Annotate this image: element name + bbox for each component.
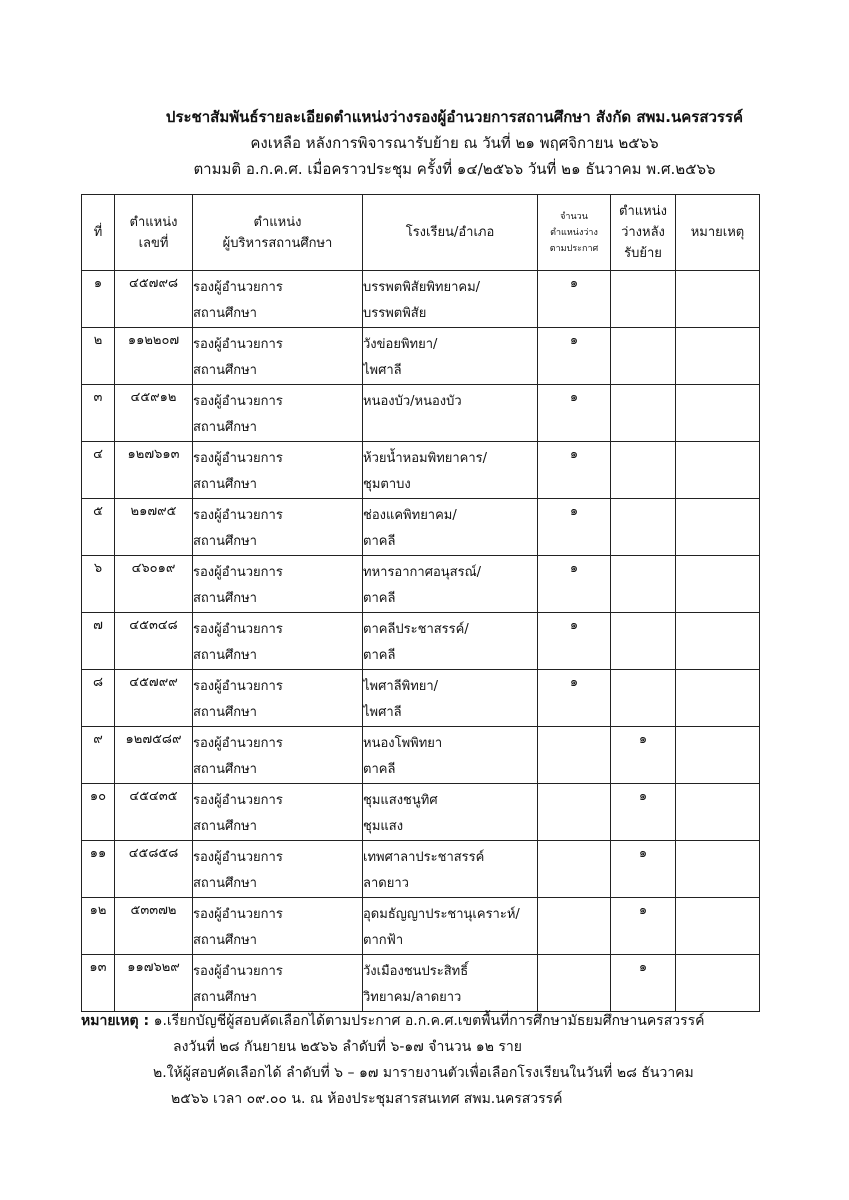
cell-position-title	[193, 499, 363, 556]
document-subtitle-1: คงเหลือ หลังการพิจารณารับย้าย ณ วันที่ ๒๑ พฤศจิกายน ๒๕๖๖	[250, 134, 659, 152]
cell-position-title-text: สถานศึกษา	[193, 534, 257, 549]
cell-school	[363, 784, 538, 841]
cell-position-title	[193, 271, 363, 328]
cell-position-code-text: ๑๒๗๕๘๙	[125, 732, 182, 747]
cell-position-code	[115, 841, 193, 898]
cell-position-title-text: รองผู้อำนวยการ	[193, 451, 283, 466]
cell-position-code-text: ๑๒๗๖๑๓	[127, 447, 180, 462]
cell-position-code	[115, 271, 193, 328]
cell-vacancy-count	[538, 955, 611, 1012]
cell-position-title-text: รองผู้อำนวยการ	[193, 850, 283, 865]
cell-no-text: ๓	[93, 390, 103, 405]
cell-vacant-after	[611, 784, 676, 841]
vacancy-table	[81, 194, 760, 1012]
cell-school	[363, 898, 538, 955]
cell-no	[82, 385, 115, 442]
notes-label: หมายเหตุ :	[81, 1013, 150, 1029]
cell-school-text: ตากฟ้า	[363, 933, 404, 948]
cell-position-title-text: รองผู้อำนวยการ	[193, 964, 283, 979]
cell-vacancy-count-text: ๑	[569, 390, 579, 405]
cell-position-title-text: สถานศึกษา	[193, 306, 257, 321]
cell-no-text: ๗	[93, 618, 103, 633]
cell-vacancy-count-text: ๑	[569, 447, 579, 462]
cell-no	[82, 556, 115, 613]
cell-no	[82, 784, 115, 841]
table-row	[82, 727, 760, 784]
cell-vacancy-count-text: ๑	[569, 333, 579, 348]
header-no: ที่	[82, 195, 115, 271]
cell-position-code	[115, 499, 193, 556]
cell-school-text: ตาคลี	[363, 762, 396, 777]
cell-position-title-text: สถานศึกษา	[193, 819, 257, 834]
header-position-title: ตำแหน่ง ผู้บริหารสถานศึกษา	[193, 195, 363, 271]
cell-position-code	[115, 955, 193, 1012]
cell-position-title	[193, 613, 363, 670]
cell-school-text: ลาดยาว	[363, 876, 409, 891]
cell-position-code-text: ๔๕๔๓๕	[129, 789, 178, 804]
cell-position-code	[115, 385, 193, 442]
cell-no	[82, 328, 115, 385]
cell-position-code	[115, 784, 193, 841]
cell-no-text: ๒	[93, 333, 103, 348]
cell-school-text: หนองบัว/หนองบัว	[363, 394, 462, 409]
cell-school	[363, 442, 538, 499]
cell-position-code	[115, 556, 193, 613]
header-position-code: ตำแหน่ง เลขที่	[115, 195, 193, 271]
cell-school-text: ทหารอากาศอนุสรณ์/	[363, 565, 482, 580]
cell-vacant-after	[611, 385, 676, 442]
note-1-line-2: ลงวันที่ ๒๘ กันยายน ๒๕๖๖ ลำดับที่ ๖-๑๗ จำนวน ๑๒ ราย	[173, 1039, 522, 1055]
table-row	[82, 955, 760, 1012]
cell-no-text: ๑๓	[89, 960, 107, 975]
note-1-line-1	[81, 1008, 705, 1034]
cell-school-text: บรรพตพิสัย	[363, 306, 427, 321]
cell-no	[82, 442, 115, 499]
cell-no-text: ๙	[93, 732, 103, 747]
cell-no	[82, 727, 115, 784]
cell-school	[363, 727, 538, 784]
cell-school-text: ช่องแคพิทยาคม/	[363, 508, 457, 523]
cell-position-title-text: สถานศึกษา	[193, 705, 257, 720]
cell-position-code	[115, 328, 193, 385]
table-row	[82, 670, 760, 727]
cell-position-title	[193, 385, 363, 442]
header-school: โรงเรียน/อำเภอ	[363, 195, 538, 271]
cell-position-code-text: ๒๑๗๙๕	[130, 504, 177, 519]
cell-position-title-text: รองผู้อำนวยการ	[193, 622, 283, 637]
cell-position-title-text: รองผู้อำนวยการ	[193, 337, 283, 352]
cell-vacant-after	[611, 955, 676, 1012]
note-1-text: ๑.เรียกบัญชีผู้สอบคัดเลือกได้ตามประกาศ อ.ก.ค.ศ.เขตพื้นที่การศึกษามัธยมศึกษานครสวรรค์	[153, 1013, 705, 1029]
cell-position-code	[115, 442, 193, 499]
cell-position-code-text: ๔๕๓๔๘	[129, 618, 178, 633]
note-2-line-1: ๒.ให้ผู้สอบคัดเลือกได้ ลำดับที่ ๖ – ๑๗ มารายงานตัวเพื่อเลือกโรงเรียนในวันที่ ๒๘ ธันวาคม	[153, 1065, 694, 1081]
cell-position-code-text: ๔๕๘๕๘	[128, 846, 179, 861]
cell-position-title-text: รองผู้อำนวยการ	[193, 508, 283, 523]
cell-vacancy-count-text: ๑	[569, 504, 579, 519]
cell-school-text: ชุมแสงชนูทิศ	[363, 793, 438, 808]
cell-school	[363, 385, 538, 442]
cell-school-text: ไพศาลี	[363, 363, 402, 378]
cell-position-title-text: รองผู้อำนวยการ	[193, 736, 283, 751]
cell-no-text: ๑๑	[89, 846, 107, 861]
cell-remark	[676, 784, 760, 841]
cell-vacancy-count	[538, 385, 611, 442]
cell-position-title	[193, 670, 363, 727]
cell-school-text: วังข่อยพิทยา/	[363, 337, 438, 352]
header-remark: หมายเหตุ	[676, 195, 760, 271]
cell-school	[363, 271, 538, 328]
cell-remark	[676, 556, 760, 613]
cell-position-title	[193, 556, 363, 613]
cell-no	[82, 499, 115, 556]
cell-remark	[676, 613, 760, 670]
table-row	[82, 328, 760, 385]
cell-position-title-text: รองผู้อำนวยการ	[193, 565, 283, 580]
cell-vacancy-count	[538, 613, 611, 670]
table-row	[82, 784, 760, 841]
cell-vacancy-count	[538, 442, 611, 499]
cell-school-text: ตาคลี	[363, 591, 396, 606]
cell-position-code	[115, 670, 193, 727]
cell-position-title-text: สถานศึกษา	[193, 648, 257, 663]
cell-position-title-text: รองผู้อำนวยการ	[193, 394, 283, 409]
cell-position-code-text: ๔๖๐๑๙	[131, 561, 176, 576]
cell-vacancy-count	[538, 271, 611, 328]
cell-no-text: ๑๐	[89, 789, 107, 804]
cell-remark	[676, 670, 760, 727]
cell-vacancy-count-text: ๑	[569, 675, 579, 690]
cell-no	[82, 955, 115, 1012]
cell-school-text: ชุมแสง	[363, 819, 404, 834]
notes-section	[81, 1008, 705, 1112]
table-row	[82, 898, 760, 955]
cell-no	[82, 613, 115, 670]
cell-remark	[676, 499, 760, 556]
cell-remark	[676, 841, 760, 898]
cell-vacancy-count	[538, 841, 611, 898]
cell-school	[363, 841, 538, 898]
cell-school-text: เทพศาลาประชาสรรค์	[363, 850, 485, 865]
table-row	[82, 499, 760, 556]
cell-position-title	[193, 442, 363, 499]
cell-vacant-after	[611, 271, 676, 328]
cell-remark	[676, 442, 760, 499]
cell-school-text: ตาคลีประชาสรรค์/	[363, 622, 469, 637]
cell-vacancy-count	[538, 670, 611, 727]
cell-position-code	[115, 898, 193, 955]
cell-position-code-text: ๑๑๒๒๐๗	[127, 333, 180, 348]
note-2-line-2: ๒๕๖๖ เวลา ๐๙.๐๐ น. ณ ห้องประชุมสารสนเทศ สพม.นครสวรรค์	[171, 1091, 563, 1107]
cell-school	[363, 556, 538, 613]
cell-no-text: ๕	[93, 504, 103, 519]
cell-remark	[676, 328, 760, 385]
cell-position-title-text: สถานศึกษา	[193, 990, 257, 1005]
cell-vacancy-count-text: ๑	[569, 618, 579, 633]
cell-vacancy-count	[538, 499, 611, 556]
cell-vacant-after	[611, 613, 676, 670]
cell-remark	[676, 727, 760, 784]
cell-position-title-text: สถานศึกษา	[193, 876, 257, 891]
cell-position-title	[193, 784, 363, 841]
cell-vacant-after	[611, 442, 676, 499]
cell-remark	[676, 955, 760, 1012]
cell-vacancy-count	[538, 898, 611, 955]
cell-remark	[676, 898, 760, 955]
cell-vacant-after-text: ๑	[638, 960, 648, 975]
document-title: ประชาสัมพันธ์รายละเอียดตำแหน่งว่างรองผู้อำนวยการสถานศึกษา สังกัด สพม.นครสวรรค์	[165, 108, 744, 126]
cell-school-text: วิทยาคม/ลาดยาว	[363, 990, 462, 1005]
cell-school-text: ห้วยน้ำหอมพิทยาคาร/	[363, 451, 488, 466]
cell-no	[82, 898, 115, 955]
cell-position-code-text: ๑๑๗๖๒๙	[127, 960, 180, 975]
cell-position-title-text: สถานศึกษา	[193, 363, 257, 378]
document-header	[0, 104, 849, 182]
cell-position-title-text: สถานศึกษา	[193, 933, 257, 948]
cell-position-title	[193, 328, 363, 385]
cell-position-title	[193, 898, 363, 955]
cell-position-title-text: สถานศึกษา	[193, 420, 257, 435]
cell-vacancy-count	[538, 727, 611, 784]
cell-position-title	[193, 727, 363, 784]
table-header-row	[82, 195, 760, 271]
cell-vacancy-count	[538, 328, 611, 385]
table-row	[82, 613, 760, 670]
cell-position-title-text: รองผู้อำนวยการ	[193, 793, 283, 808]
cell-vacant-after-text: ๑	[638, 732, 648, 747]
cell-vacant-after	[611, 556, 676, 613]
cell-vacant-after-text: ๑	[638, 789, 648, 804]
cell-school	[363, 955, 538, 1012]
header-vacant-after-transfer: ตำแหน่ง ว่างหลัง รับย้าย	[611, 195, 676, 271]
cell-vacant-after	[611, 670, 676, 727]
cell-position-code	[115, 613, 193, 670]
cell-position-title-text: รองผู้อำนวยการ	[193, 679, 283, 694]
cell-position-code-text: ๔๕๙๑๒	[130, 390, 177, 405]
cell-school-text: หนองโพพิทยา	[363, 736, 443, 751]
cell-school-text: อุดมธัญญาประชานุเคราะห์/	[363, 907, 520, 922]
cell-remark	[676, 271, 760, 328]
cell-position-code	[115, 727, 193, 784]
cell-school	[363, 328, 538, 385]
cell-no-text: ๑	[93, 276, 103, 291]
cell-school	[363, 613, 538, 670]
cell-position-title-text: รองผู้อำนวยการ	[193, 907, 283, 922]
cell-position-code-text: ๔๕๗๙๙	[129, 675, 178, 690]
cell-position-title	[193, 955, 363, 1012]
table-row	[82, 442, 760, 499]
table-row	[82, 271, 760, 328]
cell-school	[363, 670, 538, 727]
cell-vacancy-count	[538, 784, 611, 841]
cell-no	[82, 271, 115, 328]
cell-vacant-after-text: ๑	[638, 903, 648, 918]
table-row	[82, 841, 760, 898]
cell-position-code-text: ๕๓๓๗๒	[130, 903, 177, 918]
cell-position-title	[193, 841, 363, 898]
cell-school-text: ไพศาลี	[363, 705, 402, 720]
cell-no-text: ๑๒	[89, 903, 107, 918]
cell-remark	[676, 385, 760, 442]
cell-school-text: ชุมตาบง	[363, 477, 411, 492]
document-subtitle-2: ตามมติ อ.ก.ค.ศ. เมื่อคราวประชุม ครั้งที่ ๑๔/๒๕๖๖ วันที่ ๒๑ ธันวาคม พ.ศ.๒๕๖๖	[193, 160, 716, 178]
cell-position-title-text: สถานศึกษา	[193, 591, 257, 606]
cell-vacancy-count	[538, 556, 611, 613]
cell-vacant-after	[611, 898, 676, 955]
header-vacancy-count: จำนวน ตำแหน่งว่าง ตามประกาศ	[538, 195, 611, 271]
cell-no	[82, 841, 115, 898]
cell-position-code-text: ๔๕๗๙๘	[128, 276, 178, 291]
table-row	[82, 385, 760, 442]
cell-school-text: ตาคลี	[363, 534, 396, 549]
cell-school-text: บรรพตพิสัยพิทยาคม/	[363, 280, 481, 295]
cell-school-text: วังเมืองชนประสิทธิ์	[363, 964, 469, 979]
cell-no	[82, 670, 115, 727]
cell-vacant-after-text: ๑	[638, 846, 648, 861]
table-body	[82, 271, 760, 1012]
cell-no-text: ๘	[92, 675, 104, 690]
cell-vacant-after	[611, 841, 676, 898]
cell-no-text: ๔	[93, 447, 103, 462]
cell-position-title-text: สถานศึกษา	[193, 762, 257, 777]
cell-vacant-after	[611, 727, 676, 784]
cell-vacancy-count-text: ๑	[569, 276, 579, 291]
cell-vacancy-count-text: ๑	[569, 561, 579, 576]
cell-school	[363, 499, 538, 556]
cell-position-title-text: สถานศึกษา	[193, 477, 257, 492]
cell-no-text: ๖	[93, 561, 103, 576]
cell-vacant-after	[611, 499, 676, 556]
cell-vacant-after	[611, 328, 676, 385]
cell-school-text: ไพศาลีพิทยา/	[363, 679, 439, 694]
cell-school-text: ตาคลี	[363, 648, 396, 663]
table-row	[82, 556, 760, 613]
cell-position-title-text: รองผู้อำนวยการ	[193, 280, 283, 295]
